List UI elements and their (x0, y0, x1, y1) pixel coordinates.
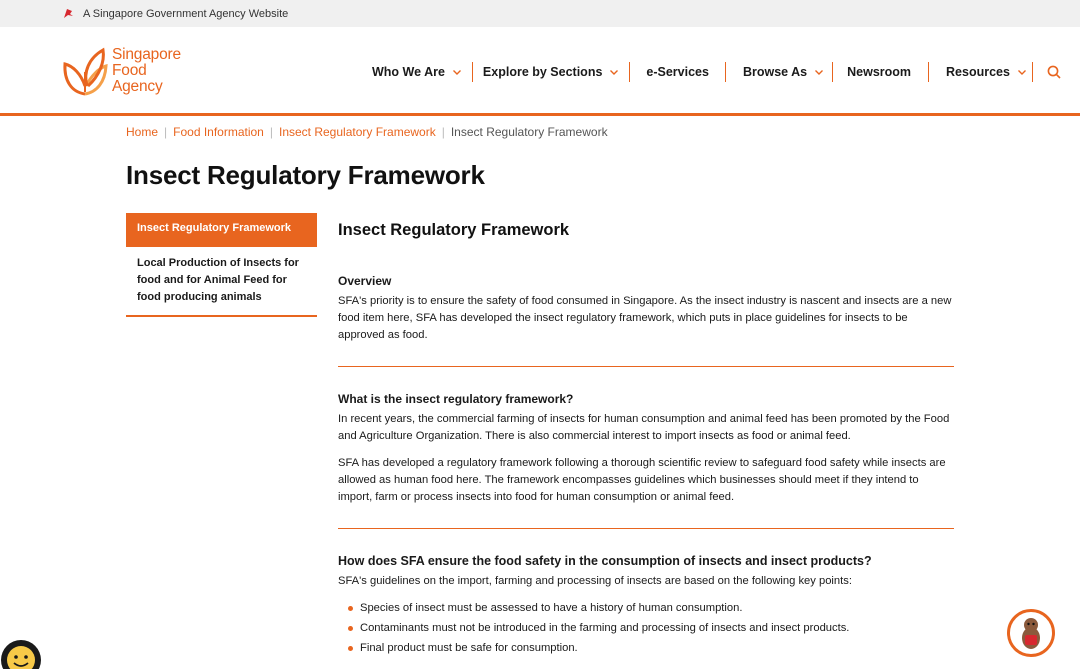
smiley-face-icon (1, 640, 41, 669)
breadcrumb (126, 125, 608, 139)
main-nav (362, 61, 1061, 83)
otter-mascot-icon (1010, 612, 1052, 654)
site-header (0, 27, 1080, 116)
logo-line-3: Agency (112, 78, 163, 95)
nav-label: Who We Are (372, 65, 445, 79)
logo-line-2: Food (112, 62, 147, 79)
list-item: Final product must be safe for consumption. (338, 640, 954, 657)
nav-label: Browse As (742, 65, 808, 79)
breadcrumb-separator: | (441, 125, 445, 139)
nav-e-services[interactable] (630, 61, 725, 83)
section-divider (338, 528, 954, 529)
nav-explore-by-sections[interactable] (473, 61, 629, 83)
logo-line-1: Singapore (112, 46, 181, 63)
section-paragraph: SFA has developed a regulatory framework following a thorough scientific review to safeguard food safety while insects are allowed as human food here. The framework encompasses guidelines which businesses should meet if they intend to import, farm or process insects into food for human consumption or animal feed. (338, 457, 946, 503)
feedback-widget-button[interactable] (1, 640, 41, 669)
chevron-down-icon (814, 67, 824, 77)
list-item: Contaminants must not be introduced in the farming and processing of insects and insect products. (338, 620, 954, 637)
chevron-down-icon (1017, 67, 1027, 77)
government-masthead (0, 0, 1080, 27)
chatbot-mascot-button[interactable] (1007, 609, 1055, 657)
nav-newsroom[interactable] (833, 61, 928, 83)
content-heading: Insect Regulatory Framework (338, 221, 570, 239)
nav-who-we-are[interactable] (362, 61, 472, 83)
section-paragraph: SFA's guidelines on the import, farming and processing of insects are based on the following key points: (338, 575, 852, 587)
nav-browse-as[interactable] (726, 61, 832, 83)
nav-label: Newsroom (847, 65, 912, 79)
list-item: Species of insect must be assessed to have a history of human consumption. (338, 600, 954, 617)
main-content (338, 222, 954, 660)
masthead-text: A Singapore Government Agency Website (83, 7, 289, 20)
section-divider (338, 366, 954, 367)
breadcrumb-home[interactable]: Home (126, 125, 159, 139)
nav-label: Resources (946, 65, 1010, 79)
sidenav-item-local-production[interactable]: Local Production of Insects for food and for Animal Feed for food producing animals (126, 247, 317, 317)
chevron-down-icon (452, 67, 462, 77)
lion-head-icon (62, 8, 74, 20)
section-title-how-does-sfa: How does SFA ensure the food safety in the consumption of insects and insect products? (338, 554, 872, 568)
breadcrumb-food-information[interactable]: Food Information (173, 125, 264, 139)
breadcrumb-insect-regulatory-framework[interactable]: Insect Regulatory Framework (278, 125, 436, 139)
section-paragraph: In recent years, the commercial farming of insects for human consumption and animal feed has been promoted by the Food and Agriculture Organization. There is also commercial interest to import insects as food or animal feed. (338, 413, 950, 442)
side-nav (126, 213, 317, 317)
key-points-list (338, 600, 954, 657)
sidenav-item-active[interactable]: Insect Regulatory Framework (126, 213, 317, 247)
breadcrumb-separator: | (164, 125, 168, 139)
section-title-overview: Overview (338, 274, 392, 288)
sfa-logo[interactable] (61, 42, 181, 100)
section-title-what-is: What is the insect regulatory framework? (338, 392, 574, 406)
section-paragraph: SFA's priority is to ensure the safety of food consumed in Singapore. As the insect industry is nascent and insects are a new food item here, SFA has developed the insect regulatory framework, which puts in place guidelines for insects to be approved as food. (338, 295, 952, 341)
breadcrumb-current: Insect Regulatory Framework (450, 125, 608, 139)
nav-divider (1032, 62, 1033, 82)
chevron-down-icon (609, 67, 619, 77)
nav-label: e-Services (646, 65, 709, 79)
leaf-logo-icon (61, 42, 109, 100)
search-icon[interactable] (1047, 65, 1061, 79)
logo-wordmark (112, 47, 181, 95)
nav-label: Explore by Sections (482, 65, 603, 79)
breadcrumb-separator: | (269, 125, 273, 139)
page-title: Insect Regulatory Framework (126, 160, 485, 190)
nav-resources[interactable] (929, 61, 1032, 83)
